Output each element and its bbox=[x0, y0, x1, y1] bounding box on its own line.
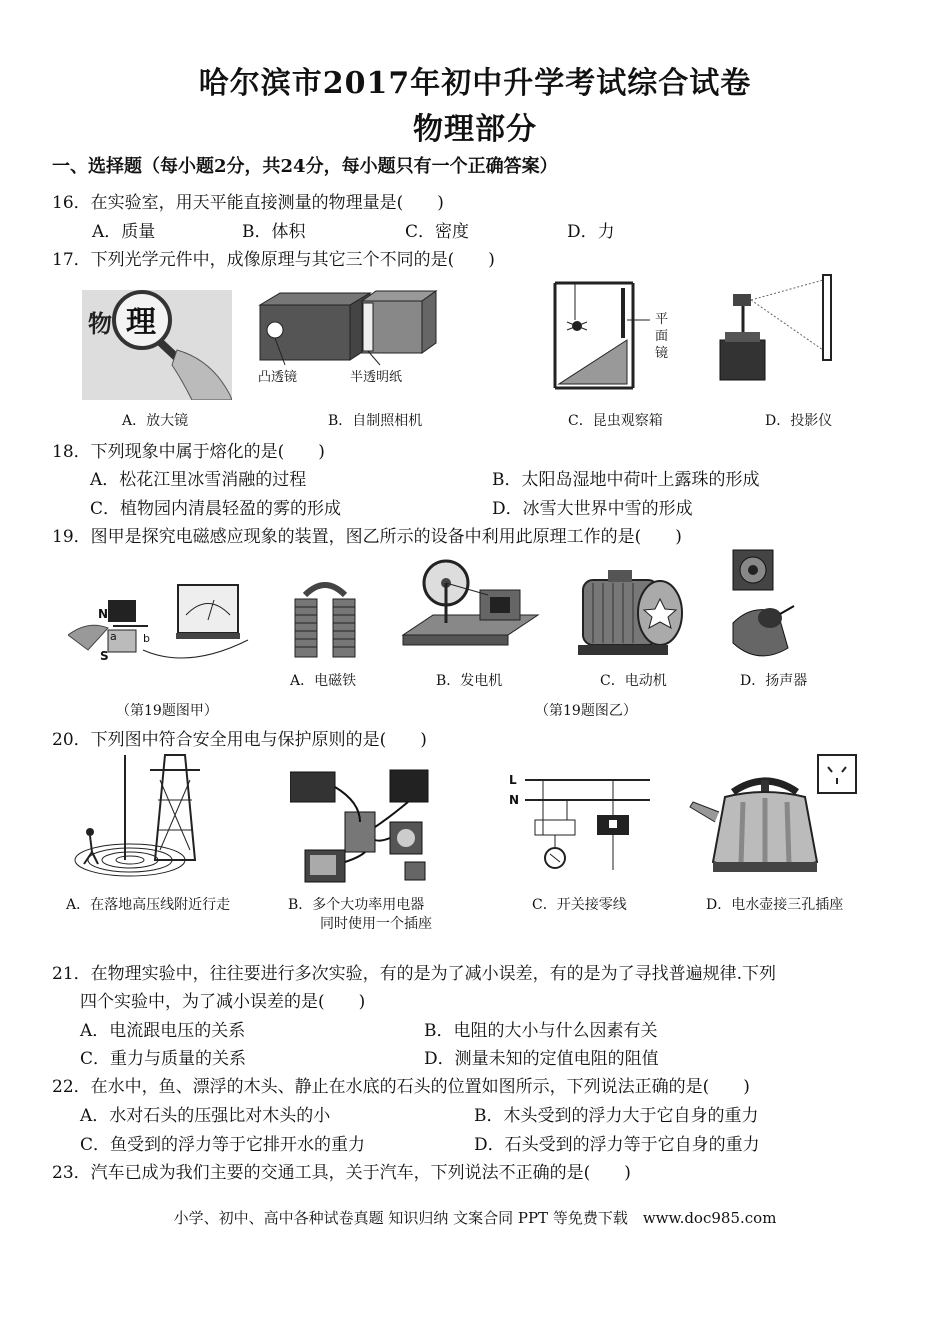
q21-stem-line1: 21．在物理实验中，往往要进行多次实验，有的是为了减小误差，有的是为了寻找普遍规律.下列 bbox=[52, 964, 777, 984]
exam-subtitle: 物理部分 bbox=[413, 112, 537, 147]
switch-circuit-figure bbox=[505, 770, 655, 880]
q20-caption-a: A．在落地高压线附近行走 bbox=[66, 897, 231, 913]
q20-caption-c: C．开关接零线 bbox=[532, 897, 627, 913]
q21-option-a: A．电流跟电压的关系 bbox=[80, 1021, 246, 1041]
live-wire-label: L bbox=[509, 773, 517, 787]
overloaded-outlet-figure bbox=[290, 762, 440, 887]
paper-label: 半透明纸 bbox=[350, 370, 403, 385]
q19-caption-a: A．电磁铁 bbox=[290, 673, 357, 689]
neutral-wire-label: N bbox=[509, 793, 520, 807]
q20-caption-d: D．电水壶接三孔插座 bbox=[706, 897, 844, 913]
q17-caption-d: D．投影仪 bbox=[765, 413, 833, 429]
q19-figure-a-caption: （第19题图甲） bbox=[116, 703, 218, 719]
q19-figure-b-caption: （第19题图乙） bbox=[535, 703, 637, 719]
q16-stem: 16．在实验室，用天平能直接测量的物理量是( ) bbox=[52, 193, 444, 213]
q23-stem: 23．汽车已成为我们主要的交通工具，关于汽车，下列说法不正确的是( ) bbox=[52, 1163, 631, 1183]
induction-apparatus-figure bbox=[68, 580, 258, 670]
q22-option-d: D．石头受到的浮力等于它自身的重力 bbox=[474, 1135, 760, 1155]
q21-option-d: D．测量未知的定值电阻的阻值 bbox=[424, 1049, 659, 1069]
q17-caption-c: C．昆虫观察箱 bbox=[568, 413, 663, 429]
q22-stem: 22．在水中，鱼、漂浮的木头、静止在水底的石头的位置如图所示，下列说法正确的是( ) bbox=[52, 1077, 750, 1097]
q17-caption-b: B．自制照相机 bbox=[328, 413, 423, 429]
motor-figure bbox=[568, 565, 693, 665]
q18-option-a: A．松花江里冰雪消融的过程 bbox=[90, 470, 307, 490]
q16-option-a: A．质量 bbox=[92, 222, 156, 242]
mirror-label-3: 镜 bbox=[655, 346, 669, 361]
wire-b-label: b bbox=[143, 632, 150, 645]
magnifier-text-1: 物 bbox=[88, 310, 112, 338]
q22-option-c: C．鱼受到的浮力等于它排开水的重力 bbox=[80, 1135, 366, 1155]
generator-figure bbox=[398, 555, 543, 665]
q18-option-b: B．太阳岛湿地中荷叶上露珠的形成 bbox=[492, 470, 760, 490]
mirror-label-1: 平 bbox=[655, 312, 669, 327]
wire-a-label: a bbox=[110, 630, 117, 643]
q18-stem: 18．下列现象中属于熔化的是( ) bbox=[52, 442, 325, 462]
speaker-figure bbox=[728, 548, 798, 666]
q19-stem: 19．图甲是探究电磁感应现象的装置，图乙所示的设备中利用此原理工作的是( ) bbox=[52, 527, 682, 547]
q16-option-d: D．力 bbox=[567, 222, 615, 242]
q17-stem: 17．下列光学元件中，成像原理与其它三个不同的是( ) bbox=[52, 250, 495, 270]
high-voltage-figure bbox=[70, 750, 255, 885]
magnifier-figure bbox=[82, 290, 232, 400]
q18-option-c: C．植物园内清晨轻盈的雾的形成 bbox=[90, 499, 342, 519]
q16-option-c: C．密度 bbox=[405, 222, 470, 242]
page-footer: 小学、初中、高中各种试卷真题 知识归纳 文案合同 PPT 等免费下载 www.doc985.com bbox=[173, 1209, 777, 1227]
camera-figure bbox=[250, 285, 440, 390]
q19-caption-d: D．扬声器 bbox=[740, 673, 808, 689]
magnifier-text-2: 理 bbox=[126, 305, 156, 340]
insect-box-figure bbox=[545, 278, 685, 403]
projector-figure bbox=[715, 270, 845, 390]
q20-stem: 20．下列图中符合安全用电与保护原则的是( ) bbox=[52, 730, 427, 750]
q16-option-b: B．体积 bbox=[242, 222, 306, 242]
q22-option-b: B．木头受到的浮力大于它自身的重力 bbox=[474, 1106, 759, 1126]
q19-caption-b: B．发电机 bbox=[436, 673, 503, 689]
lens-label: 凸透镜 bbox=[258, 370, 298, 385]
mirror-label-2: 面 bbox=[655, 329, 669, 344]
q18-option-d: D．冰雪大世界中雪的形成 bbox=[492, 499, 693, 519]
section-title: 一、选择题（每小题2分，共24分，每小题只有一个正确答案） bbox=[52, 156, 558, 177]
q19-caption-c: C．电动机 bbox=[600, 673, 667, 689]
q21-stem-line2: 四个实验中，为了减小误差的是( ) bbox=[80, 992, 366, 1012]
exam-title: 哈尔滨市2017年初中升学考试综合试卷 bbox=[198, 66, 752, 101]
q21-option-c: C．重力与质量的关系 bbox=[80, 1049, 247, 1069]
q17-caption-a: A．放大镜 bbox=[122, 413, 189, 429]
q22-option-a: A．水对石头的压强比对木头的小 bbox=[80, 1106, 331, 1126]
q21-option-b: B．电阻的大小与什么因素有关 bbox=[424, 1021, 658, 1041]
q20-caption-b: B．多个大功率用电器 bbox=[288, 897, 425, 913]
electromagnet-figure bbox=[283, 575, 368, 665]
south-pole-label: S bbox=[100, 649, 109, 663]
north-pole-label: N bbox=[98, 607, 109, 621]
kettle-figure bbox=[685, 752, 865, 882]
q20-caption-b-line2: 同时使用一个插座 bbox=[320, 916, 432, 932]
